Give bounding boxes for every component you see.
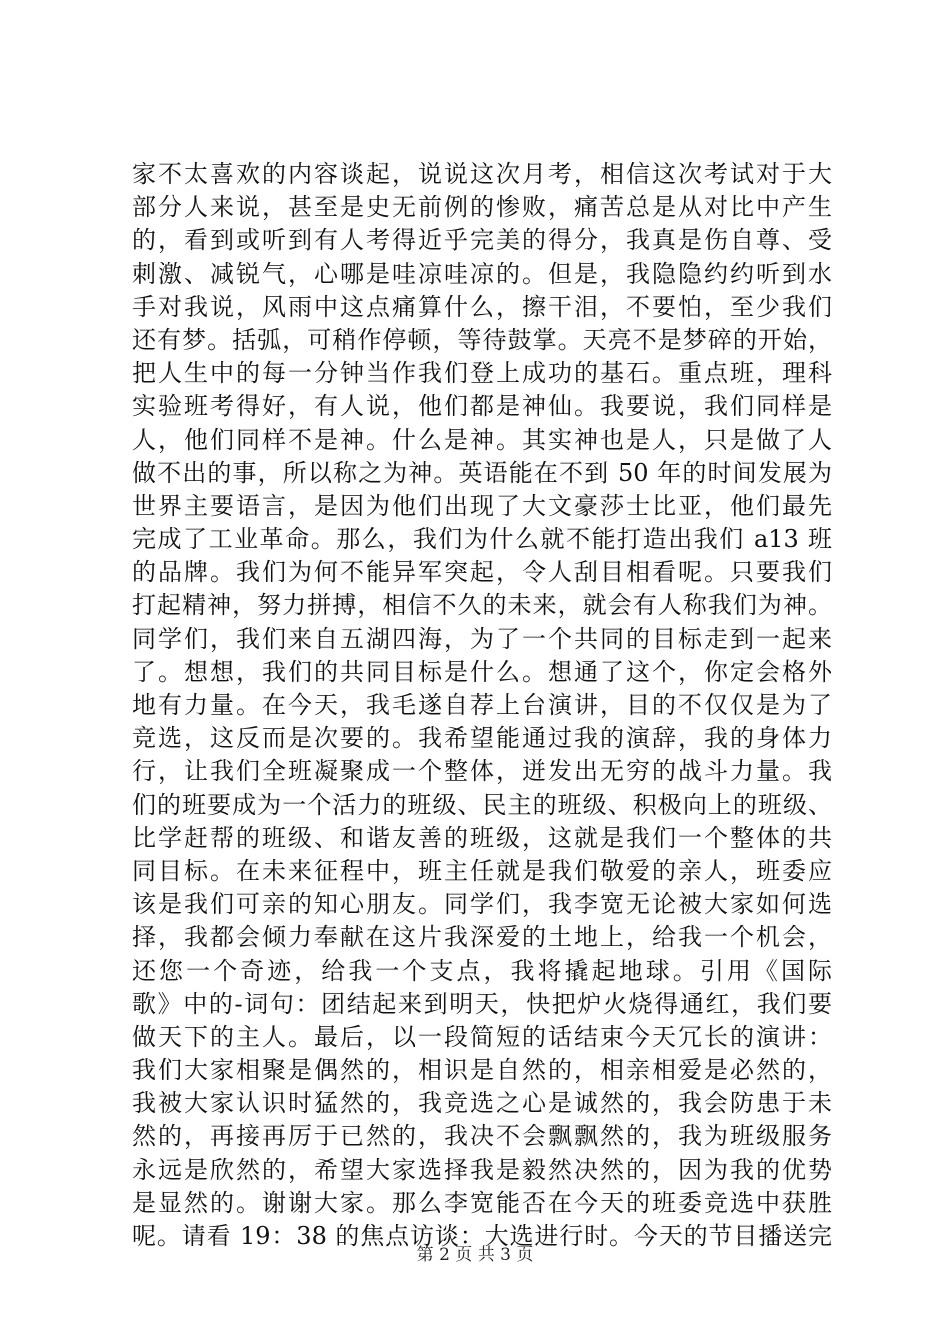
text-line: 们的班要成为一个活力的班级、民主的班级、积极向上的班级、 bbox=[132, 790, 832, 819]
text-line: 实验班考得好，有人说，他们都是神仙。我要说，我们同样是 bbox=[132, 392, 832, 421]
text-line: 同目标。在未来征程中，班主任就是我们敬爱的亲人，班委应 bbox=[132, 856, 832, 885]
text-line: 完成了工业革命。那么，我们为什么就不能打造出我们 a13 班 bbox=[132, 525, 832, 554]
text-line: 还您一个奇迹，给我一个支点，我将撬起地球。引用《国际 bbox=[132, 956, 832, 985]
text-line: 是显然的。谢谢大家。那么李宽能否在今天的班委竞选中获胜 bbox=[132, 1188, 832, 1217]
text-line: 做天下的主人。最后，以一段简短的话结束今天冗长的演讲： bbox=[132, 1022, 832, 1051]
text-line: 了。想想，我们的共同目标是什么。想通了这个，你定会格外 bbox=[132, 657, 832, 686]
text-line: 做不出的事，所以称之为神。英语能在不到 50 年的时间发展为 bbox=[132, 458, 832, 487]
text-line: 然的，再接再厉于已然的，我决不会飘飘然的，我为班级服务 bbox=[132, 1122, 832, 1151]
text-line: 人，他们同样不是神。什么是神。其实神也是人，只是做了人 bbox=[132, 425, 832, 454]
text-line: 行，让我们全班凝聚成一个整体，迸发出无穷的战斗力量。我 bbox=[132, 757, 832, 786]
text-line: 呢。请看 19：38 的焦点访谈：大选进行时。今天的节目播送完 bbox=[132, 1222, 832, 1250]
text-line: 手对我说，风雨中这点痛算什么，擦干泪，不要怕，至少我们 bbox=[132, 292, 832, 321]
text-line: 永远是欣然的，希望大家选择我是毅然决然的，因为我的优势 bbox=[132, 1155, 832, 1184]
text-line: 我被大家认识时猛然的，我竞选之心是诚然的，我会防患于未 bbox=[132, 1089, 832, 1118]
text-line: 把人生中的每一分钟当作我们登上成功的基石。重点班，理科 bbox=[132, 359, 832, 388]
text-line: 打起精神，努力拼搏，相信不久的未来，就会有人称我们为神。 bbox=[132, 591, 832, 620]
text-line: 同学们，我们来自五湖四海，为了一个共同的目标走到一起来 bbox=[132, 624, 832, 653]
text-line: 该是我们可亲的知心朋友。同学们，我李宽无论被大家如何选 bbox=[132, 890, 832, 919]
text-line: 世界主要语言，是因为他们出现了大文豪莎士比亚，他们最先 bbox=[132, 491, 832, 520]
text-line: 的品牌。我们为何不能异军突起，令人刮目相看呢。只要我们 bbox=[132, 558, 832, 587]
text-line: 地有力量。在今天，我毛遂自荐上台演讲，目的不仅仅是为了 bbox=[132, 691, 832, 719]
text-line: 刺激、减锐气，心哪是哇凉哇凉的。但是，我隐隐约约听到水 bbox=[132, 259, 832, 288]
text-line: 我们大家相聚是偶然的，相识是自然的，相亲相爱是必然的， bbox=[132, 1056, 832, 1085]
text-line: 的，看到或听到有人考得近乎完美的得分，我真是伤自尊、受 bbox=[132, 226, 832, 255]
text-line: 择，我都会倾力奉献在这片我深爱的土地上，给我一个机会， bbox=[132, 923, 832, 952]
text-line: 歌》中的-词句：团结起来到明天，快把炉火烧得通红，我们要 bbox=[132, 989, 832, 1018]
page-footer: 第 2 页 共 3 页 bbox=[416, 1245, 534, 1265]
text-line: 竞选，这反而是次要的。我希望能通过我的演辞，我的身体力 bbox=[132, 724, 832, 753]
text-line: 还有梦。括弧，可稍作停顿，等待鼓掌。天亮不是梦碎的开始， bbox=[132, 325, 832, 354]
text-line: 比学赶帮的班级、和谐友善的班级，这就是我们一个整体的共 bbox=[132, 823, 832, 852]
text-line: 部分人来说，甚至是史无前例的惨败，痛苦总是从对比中产生 bbox=[132, 193, 832, 222]
text-line: 家不太喜欢的内容谈起，说说这次月考，相信这次考试对于大 bbox=[132, 160, 832, 188]
body-text bbox=[132, 158, 832, 1253]
